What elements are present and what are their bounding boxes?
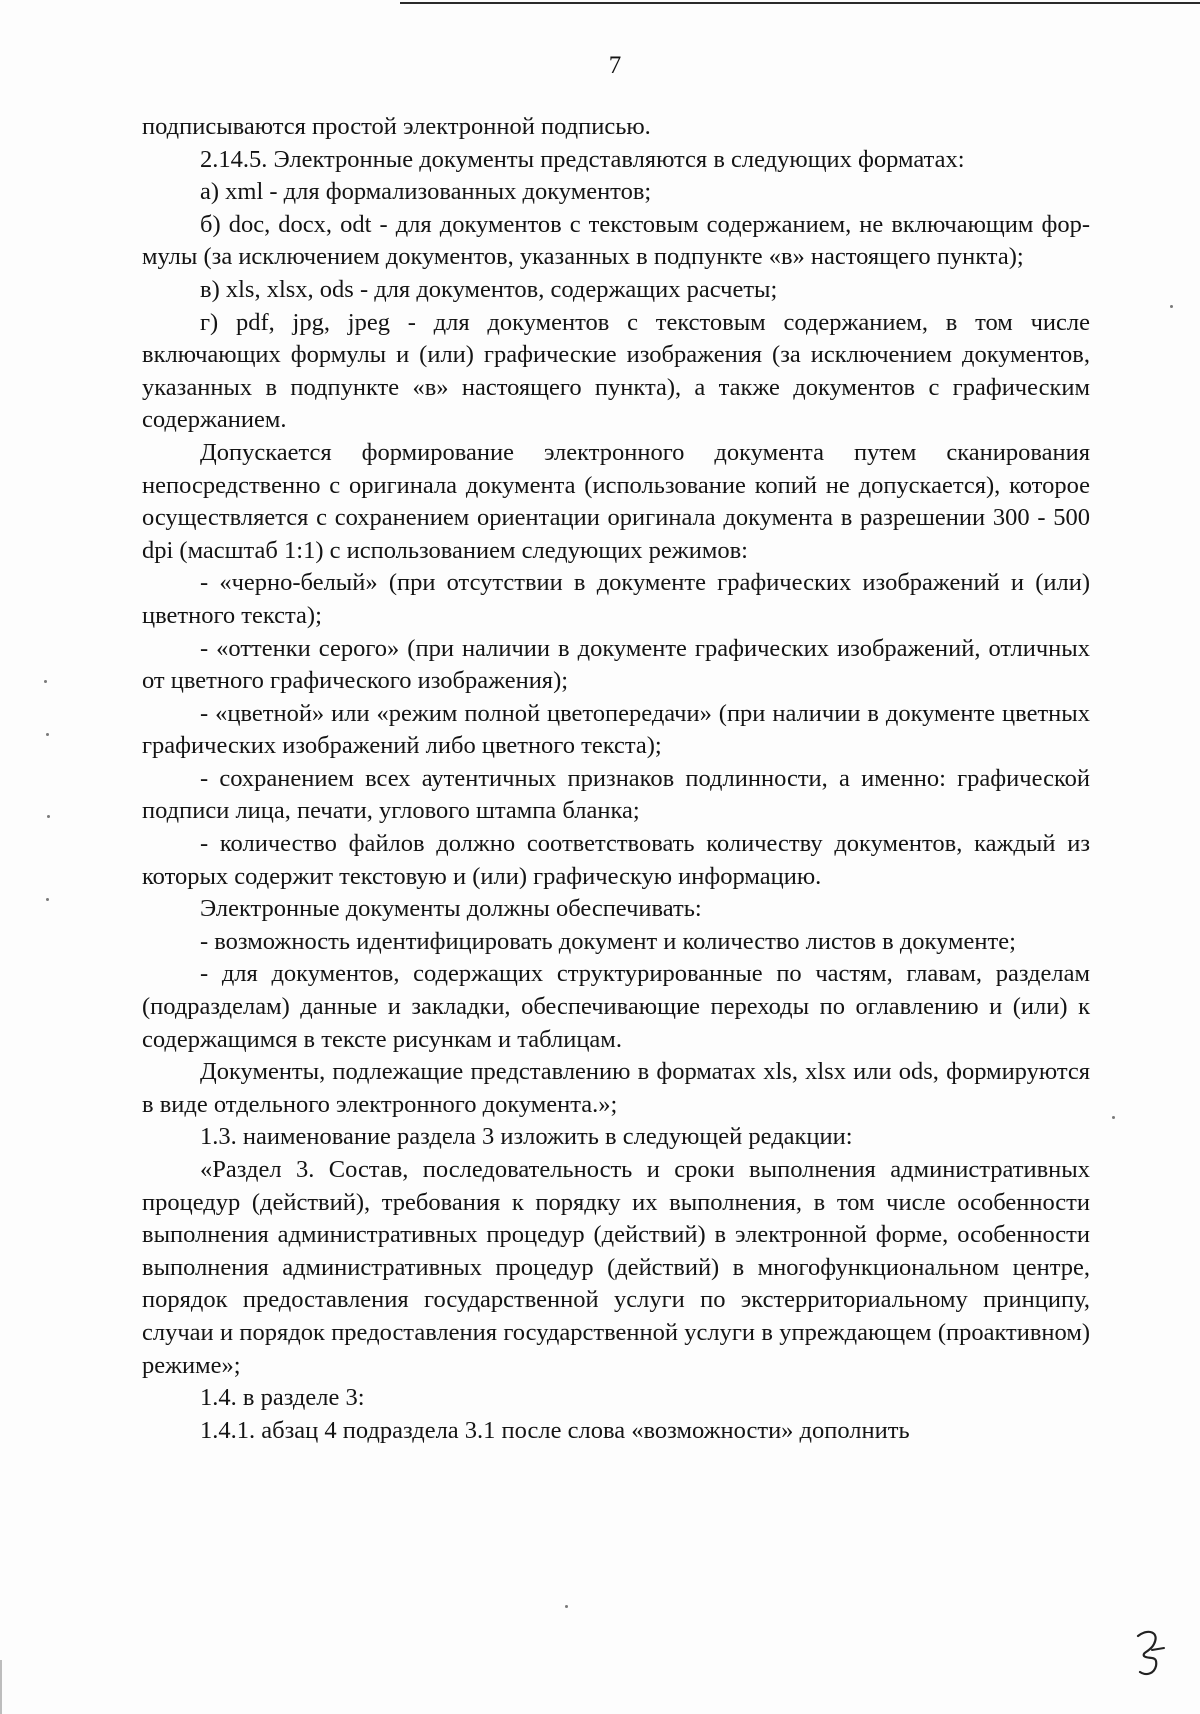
paragraph-3: а) xml - для формализованных документов;: [200, 178, 652, 206]
paragraph-9: - «оттенки серого» (при наличии в документе графических изображений, отличных от цветного графического изображения);: [142, 634, 1090, 695]
paragraph-19: 1.4. в разделе 3:: [200, 1384, 365, 1412]
paragraph-8: - «черно-белый» (при отсутствии в документе графических изображений и (или) цветного текста);: [142, 569, 1090, 629]
scan-speck: [47, 815, 50, 818]
paragraph-15: - для документов, содержащих структурированные по частям, главам, разделам (подразделам) данные и закладки, обеспечивающие переходы по оглавлению и (или) к содержащимся в тексте рисункам и таблицам.: [142, 960, 1090, 1053]
paragraph-13: Электронные документы должны обеспечивать:: [200, 895, 702, 923]
scan-speck: [46, 898, 49, 901]
paragraph-11: - сохранением всех аутентичных признаков подлинности, а именно: графической подписи лица, печати, углового штампа бланка;: [142, 764, 1090, 825]
paragraph-20: 1.4.1. абзац 4 подраздела 3.1 после слова «возможности» дополнить: [200, 1416, 910, 1444]
paragraph-18: «Раздел 3. Состав, последовательность и сроки выполнения административных процедур (действий), требования к порядку их выполнения, в том числе особенности выполнения административных процедур (действий) в электронной форме, особенности выполнения административных процедур (действий) в многофункциональном центре, порядок предоставления государственной услуги по экстерриториальному принципу, случаи и порядок предоставления государственной услуги в упреждающем (проактивном) режиме»;: [142, 1156, 1090, 1379]
handwritten-initial-icon: [1128, 1622, 1172, 1682]
scan-speck: [1112, 1116, 1115, 1119]
scan-speck: [44, 680, 47, 683]
document-body: [142, 111, 1090, 1447]
scan-speck: [565, 1605, 568, 1608]
paragraph-10: - «цветной» или «режим полной цветопередачи» (при наличии в документе цветных графических изображений либо цветного текста);: [142, 699, 1090, 760]
paragraph-17: 1.3. наименование раздела 3 изложить в следующей редакции:: [200, 1123, 853, 1151]
top-edge-line: [400, 2, 1200, 4]
page-number: 7: [608, 52, 622, 79]
paragraph-1: подписываются простой электронной подписью.: [142, 113, 651, 140]
paragraph-2: 2.14.5. Электронные документы представляются в следующих форматах:: [200, 145, 965, 173]
scan-speck: [46, 733, 49, 736]
paragraph-12: - количество файлов должно соответствовать количеству документов, каждый из которых содержит текстовую и (или) графическую информацию.: [142, 830, 1090, 890]
paragraph-16: Документы, подлежащие представлению в форматах xls, xlsx или ods, формируются в виде отдельного электронного документа.»;: [142, 1058, 1090, 1118]
scan-speck: [1170, 305, 1173, 308]
scan-left-edge: [0, 1660, 2, 1714]
paragraph-4: б) doc, docx, odt - для документов с текстовым содержанием, не включающим фор-мулы (за исключением документов, указанных в подпункте «в» настоящего пункта);: [142, 210, 1090, 271]
paragraph-6: г) pdf, jpg, jpeg - для документов с текстовым содержанием, в том числе включающих формулы и (или) графические изображения (за исключением документов, указанных в подпункте «в» настоящего пункта), а также документов с графическим содержанием.: [142, 308, 1090, 434]
paragraph-7: Допускается формирование электронного документа путем сканирования непосредственно с оригинала документа (использование копий не допускается), которое осуществляется с сохранением ориентации оригинала документа в разрешении 300 - 500 dpi (масштаб 1:1) с использованием следующих режимов:: [142, 438, 1090, 564]
paragraph-5: в) xls, xlsx, ods - для документов, содержащих расчеты;: [200, 275, 778, 303]
paragraph-14: - возможность идентифицировать документ и количество листов в документе;: [200, 927, 1016, 955]
